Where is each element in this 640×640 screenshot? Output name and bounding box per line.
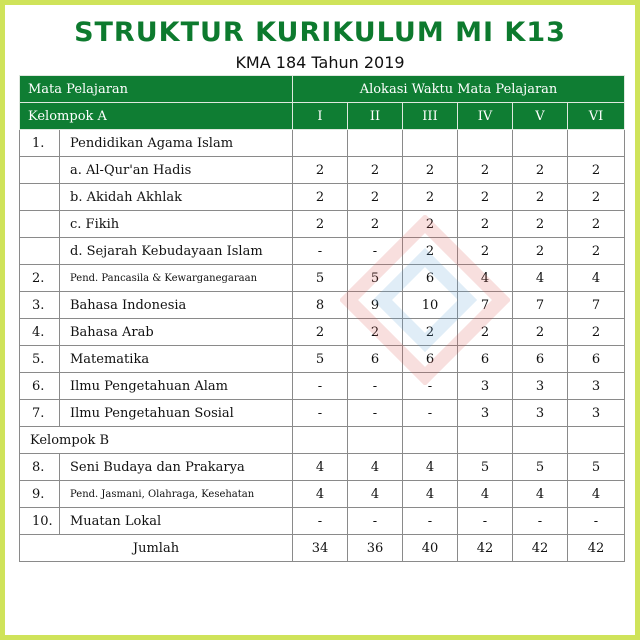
subject-name: d. Sejarah Kebudayaan Islam xyxy=(60,238,293,265)
hours-cell: 2 xyxy=(513,238,568,265)
table-row xyxy=(20,481,625,508)
hours-cell: - xyxy=(513,508,568,535)
hours-cell: 6 xyxy=(458,346,513,373)
subject-name: Bahasa Arab xyxy=(60,319,293,346)
total-label: Jumlah xyxy=(20,535,293,562)
hours-cell: 6 xyxy=(403,265,458,292)
hours-cell: 2 xyxy=(568,157,625,184)
row-number: 8. xyxy=(20,454,60,481)
hours-cell: 2 xyxy=(458,319,513,346)
hours-cell: 2 xyxy=(403,238,458,265)
total-row xyxy=(20,535,625,562)
hours-cell: 2 xyxy=(403,157,458,184)
subject-name: Pend. Jasmani, Olahraga, Kesehatan xyxy=(60,481,293,508)
hours-cell: 4 xyxy=(403,454,458,481)
hours-cell: 2 xyxy=(568,319,625,346)
row-number: 1. xyxy=(20,130,60,157)
hours-cell: 3 xyxy=(458,373,513,400)
subject-name: Pendidikan Agama Islam xyxy=(60,130,293,157)
total-cell: 40 xyxy=(403,535,458,562)
hours-cell: - xyxy=(403,508,458,535)
hours-cell: 5 xyxy=(458,454,513,481)
hours-cell: 6 xyxy=(568,346,625,373)
hours-cell: 4 xyxy=(293,454,348,481)
row-number: 10. xyxy=(20,508,60,535)
hours-cell: 2 xyxy=(458,238,513,265)
table-row xyxy=(20,373,625,400)
hours-cell: 3 xyxy=(568,373,625,400)
empty-cell xyxy=(458,427,513,454)
hours-cell: 2 xyxy=(458,211,513,238)
empty-cell xyxy=(348,427,403,454)
hours-cell: - xyxy=(403,400,458,427)
hours-cell: 2 xyxy=(513,211,568,238)
hours-cell: 7 xyxy=(458,292,513,319)
table-row xyxy=(20,454,625,481)
header-time-allocation: Alokasi Waktu Mata Pelajaran xyxy=(293,76,625,103)
grade-header: I xyxy=(293,103,348,130)
hours-cell: 10 xyxy=(403,292,458,319)
hours-cell: - xyxy=(293,400,348,427)
subject-name: Ilmu Pengetahuan Alam xyxy=(60,373,293,400)
hours-cell: 4 xyxy=(458,481,513,508)
hours-cell: - xyxy=(568,508,625,535)
hours-cell xyxy=(568,130,625,157)
row-number: 4. xyxy=(20,319,60,346)
grade-header: III xyxy=(403,103,458,130)
hours-cell: 2 xyxy=(348,184,403,211)
row-number: 2. xyxy=(20,265,60,292)
hours-cell: - xyxy=(458,508,513,535)
row-number: 6. xyxy=(20,373,60,400)
hours-cell: 4 xyxy=(458,265,513,292)
document-title: STRUKTUR KURIKULUM MI K13 xyxy=(74,17,566,48)
total-cell: 36 xyxy=(348,535,403,562)
hours-cell: - xyxy=(348,508,403,535)
subject-name: Matematika xyxy=(60,346,293,373)
hours-cell: 8 xyxy=(293,292,348,319)
hours-cell: 7 xyxy=(568,292,625,319)
table-row xyxy=(20,184,625,211)
hours-cell: 3 xyxy=(513,373,568,400)
hours-cell: - xyxy=(348,373,403,400)
hours-cell: - xyxy=(348,238,403,265)
hours-cell: 4 xyxy=(293,481,348,508)
document-subtitle: KMA 184 Tahun 2019 xyxy=(235,53,405,72)
hours-cell: 6 xyxy=(403,346,458,373)
hours-cell: 3 xyxy=(513,400,568,427)
hours-cell: 2 xyxy=(403,319,458,346)
hours-cell: 2 xyxy=(568,184,625,211)
hours-cell: 7 xyxy=(513,292,568,319)
table-row xyxy=(20,346,625,373)
table-row xyxy=(20,400,625,427)
hours-cell: 5 xyxy=(568,454,625,481)
hours-cell: 2 xyxy=(348,157,403,184)
row-number xyxy=(20,238,60,265)
hours-cell: 5 xyxy=(293,265,348,292)
row-number: 7. xyxy=(20,400,60,427)
hours-cell xyxy=(513,130,568,157)
hours-cell: 4 xyxy=(568,265,625,292)
hours-cell: 2 xyxy=(403,184,458,211)
row-number: 5. xyxy=(20,346,60,373)
total-cell: 42 xyxy=(513,535,568,562)
hours-cell xyxy=(403,130,458,157)
hours-cell: 4 xyxy=(568,481,625,508)
hours-cell: 4 xyxy=(513,265,568,292)
hours-cell: 2 xyxy=(458,157,513,184)
hours-cell: 2 xyxy=(458,184,513,211)
hours-cell xyxy=(458,130,513,157)
table-row xyxy=(20,211,625,238)
group-a-label: Kelompok A xyxy=(20,103,293,130)
hours-cell: 9 xyxy=(348,292,403,319)
hours-cell: 3 xyxy=(458,400,513,427)
hours-cell: - xyxy=(293,238,348,265)
total-cell: 42 xyxy=(568,535,625,562)
hours-cell: 6 xyxy=(348,346,403,373)
hours-cell: 5 xyxy=(513,454,568,481)
table-header-row xyxy=(20,103,625,130)
hours-cell: 5 xyxy=(293,346,348,373)
hours-cell: 5 xyxy=(348,265,403,292)
empty-cell xyxy=(293,427,348,454)
empty-cell xyxy=(403,427,458,454)
hours-cell: - xyxy=(293,508,348,535)
hours-cell: 4 xyxy=(403,481,458,508)
hours-cell: 2 xyxy=(513,319,568,346)
grade-header: IV xyxy=(458,103,513,130)
hours-cell xyxy=(293,130,348,157)
table-row xyxy=(20,319,625,346)
table-row xyxy=(20,265,625,292)
hours-cell: 2 xyxy=(293,319,348,346)
subject-name: Muatan Lokal xyxy=(60,508,293,535)
hours-cell: - xyxy=(403,373,458,400)
subject-name: c. Fikih xyxy=(60,211,293,238)
document-page xyxy=(5,5,635,635)
hours-cell: - xyxy=(293,373,348,400)
empty-cell xyxy=(513,427,568,454)
hours-cell: 2 xyxy=(513,157,568,184)
hours-cell xyxy=(348,130,403,157)
grade-header: II xyxy=(348,103,403,130)
subject-name: Ilmu Pengetahuan Sosial xyxy=(60,400,293,427)
subject-name: Seni Budaya dan Prakarya xyxy=(60,454,293,481)
table-header-row xyxy=(20,76,625,103)
table-row xyxy=(20,292,625,319)
subject-name: a. Al-Qur'an Hadis xyxy=(60,157,293,184)
grade-header: V xyxy=(513,103,568,130)
table-row xyxy=(20,130,625,157)
subject-name: Pend. Pancasila & Kewarganegaraan xyxy=(60,265,293,292)
hours-cell: 2 xyxy=(403,211,458,238)
hours-cell: 2 xyxy=(293,184,348,211)
table-row xyxy=(20,238,625,265)
row-number: 9. xyxy=(20,481,60,508)
hours-cell: 4 xyxy=(348,454,403,481)
hours-cell: 3 xyxy=(568,400,625,427)
table-row xyxy=(20,157,625,184)
row-number: 3. xyxy=(20,292,60,319)
hours-cell: 2 xyxy=(293,211,348,238)
grade-header: VI xyxy=(568,103,625,130)
hours-cell: 2 xyxy=(568,238,625,265)
hours-cell: 2 xyxy=(293,157,348,184)
hours-cell: 2 xyxy=(348,319,403,346)
total-cell: 42 xyxy=(458,535,513,562)
total-cell: 34 xyxy=(293,535,348,562)
header-subject: Mata Pelajaran xyxy=(20,76,293,103)
subject-name: b. Akidah Akhlak xyxy=(60,184,293,211)
empty-cell xyxy=(568,427,625,454)
table-row xyxy=(20,508,625,535)
subject-name: Bahasa Indonesia xyxy=(60,292,293,319)
hours-cell: 4 xyxy=(513,481,568,508)
row-number xyxy=(20,184,60,211)
hours-cell: 6 xyxy=(513,346,568,373)
hours-cell: 2 xyxy=(513,184,568,211)
hours-cell: 2 xyxy=(348,211,403,238)
group-row xyxy=(20,427,625,454)
row-number xyxy=(20,211,60,238)
hours-cell: 4 xyxy=(348,481,403,508)
group-b-label: Kelompok B xyxy=(20,427,293,454)
curriculum-table xyxy=(19,75,625,562)
row-number xyxy=(20,157,60,184)
hours-cell: 2 xyxy=(568,211,625,238)
hours-cell: - xyxy=(348,400,403,427)
